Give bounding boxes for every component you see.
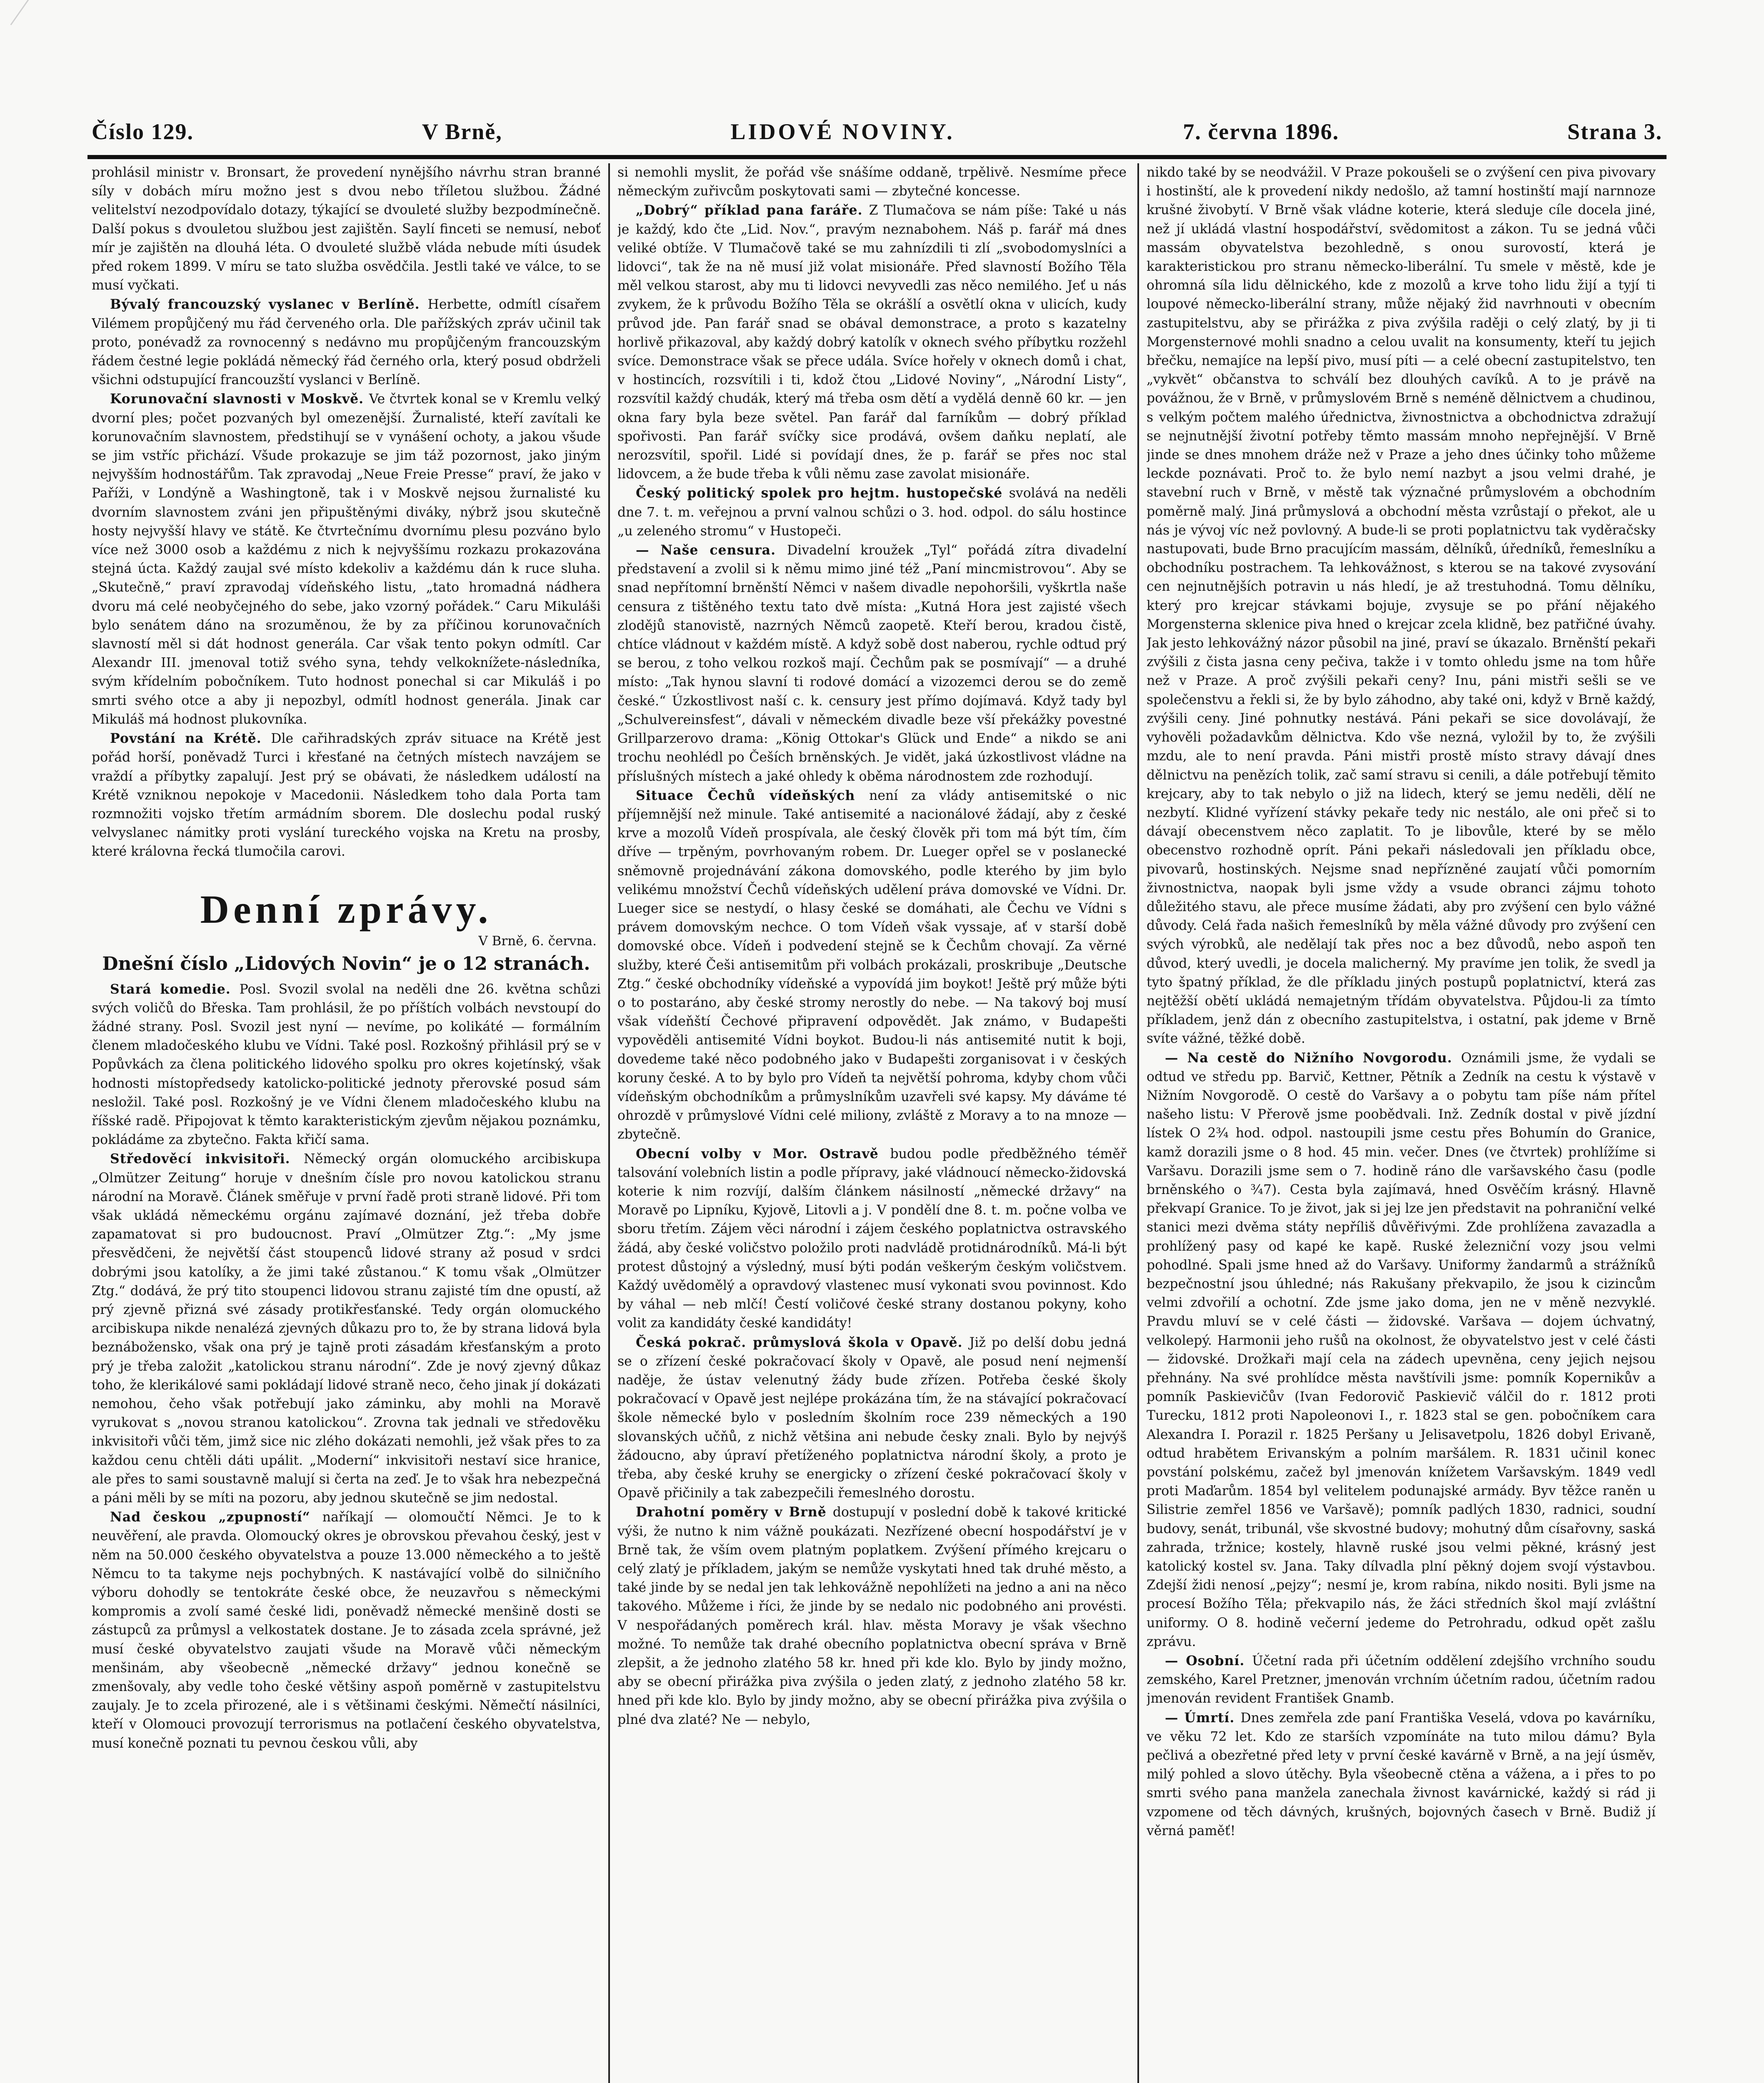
article-headline: — Naše censura. xyxy=(636,542,787,558)
article xyxy=(617,1144,1127,1333)
article-headline: Povstání na Krétě. xyxy=(110,731,271,747)
article-headline: Drahotní poměry v Brně xyxy=(636,1504,833,1520)
section-dateline: V Brně, 6. června. xyxy=(478,933,597,949)
article-headline: Stará komedie. xyxy=(110,981,240,997)
lead-note: Dnešní číslo „Lidových Novin“ je o 12 stranách. xyxy=(102,953,590,974)
article-body: Ve čtvrtek konal se v Kremlu velký dvorní ples; počet pozvaných byl omezenější. Žurnalisté, kteří zavítali ke korunovačním slavnostem, předstihují se v vynášení ochoty, a jakou všude se jim vstříc přichází. Všude prokazuje se jim táž pozornost, jako jiným nejvyšším hodnostářům. Tak zpravodaj „Neue Freie Presse“ praví, že jako v Paříži, v Londýně a Washingtoně, tak i v Moskvě nejsou žurnalisté ku dvorním slavnostem zváni jen připuštěnými diváky, nýbrž jsou skutečně hosty nejvyšší hlavy ve státě. Ke čtvrtečnímu dvornímu plesu pozváno bylo více než 3000 osob a každému z nich k nejvyššímu rozkazu prokazována stejná úcta. Každý zaujal své místo kdekoliv a každému dán k ruce sluha. „Skutečně,“ praví zpravodaj vídeňského listu, „tato hromadná nádhera dvoru má celé neobyčejného do sebe, jako vzorný pořádek.“ Caru Mikuláši bylo senátem dáno na srozuměnou, že by za příčinou korunovačních slavností měl si dát hodnost generála. Car však tento pokyn odmítl. Car Alexandr III. jmenoval totiž svého syna, tehdy velkoknížete-následníka, svým křídelním pobočníkem. Tuto hodnost ponechal si car Mikuláš i po smrti svého otce a aby ji nepozbyl, odmítl hodnost generála. Jinak car Mikuláš má hodnost plukovníka. xyxy=(92,392,601,727)
article xyxy=(617,201,1127,484)
article xyxy=(617,1333,1127,1503)
article xyxy=(92,729,601,861)
article-headline: — Na cestě do Nižního Novgorodu. xyxy=(1165,1050,1461,1066)
column-rule xyxy=(608,163,610,2083)
column-2 xyxy=(617,163,1127,2083)
column-3 xyxy=(1147,163,1656,2083)
article-headline: Česká pokrač. průmyslová škola v Opavě. xyxy=(636,1334,969,1350)
paper-crease xyxy=(10,0,58,45)
article-headline: — Osobní. xyxy=(1165,1653,1252,1669)
column-rule xyxy=(1137,163,1139,2083)
article-body: Posl. Svozil svolal na neděli dne 26. května schůzi svých voličů do Břeska. Tam prohlásil, že po příštích volbách nevstoupí do žádné strany. Posl. Svozil jest nyní — nevíme, po kolikáté — formálním členem mladočeského klubu ve Vídni. Také posl. Rozkošný přihlásil prý se v Popůvkách za člena politického lidového spolku pro okres kojetínský, však hodnosti místopředsedy katolicko-politické jednoty přerovské posud sám nesložil. Také posl. Rozkošný je ve Vídni členem mladočeského klubu na říšské radě. Připojovat k těmto karakteristickým zjevům nějakou poznámku, pokládáme za zbytečno. Fakta křičí sama. xyxy=(92,982,601,1148)
masthead xyxy=(92,119,1662,152)
page-number: Strana 3. xyxy=(1567,119,1662,144)
article xyxy=(92,295,601,390)
column-1 xyxy=(92,163,601,2083)
article-continuation: si nemohli myslit, že pořád vše snášíme oddaně, trpělivě. Nesmíme přece německým zuřivcům poskytovati sami — zbytečné koncesse. xyxy=(617,165,1127,199)
article-body: naříkají — olomoučtí Němci. Je to k neuvěření, ale pravda. Olomoucký okres je obrovskou převahou český, jest v něm na 50.000 českého obyvatelstva a pouze 13.000 německého a to ještě Němcu to ta takyme nejs pochybných. K nastávající volbě do silničního výboru dohodly se tentokráte české obce, že neuzavřou s německými kompromis a zvolí samé české lidi, poněvadž německé menšině dosti se zástupců za průmysl a velkostatek dostane. Je to zásada zcela správné, jež musí české obyvatelstvo zaujati všude na Moravě vůči německým menšinám, aby všeobecně „německé državy“ jednou konečně se zmenšovaly, aby vedle toho české většiny aspoň poměrně v zastupitelstvu zaujaly. Je to zcela přirozené, ale i s většinami českými. Němečtí násilníci, kteří v Olomouci provozují terrorismus na potlačení českého obyvatelstva, musí konečně poznati tu pevnou českou vůli, aby xyxy=(92,1510,601,1751)
article-continuation: nikdo také by se neodvážil. V Praze pokoušeli se o zvýšení cen piva pivovary i hostinští, ale k provedení nikdy nedošlo, až tamní hostinští mají narnnoze krušné živobytí. V Brně však vládne koterie, která sleduje cíle docela jiné, než jí ukládá vlastní hospodářství, svědomitost a zákon. Tu se jedná vůči massám obyvatelstva bezohledně, s onou surovostí, která je karakteristickou pro stranu německo-liberální. Tu smele v městě, kde je ohromná síla lidu dělnického, kde z mozolů a krve toho lidu žijí a tyjí ti loupové německo-liberální strany, může nějaký žid navrhnouti v obecním zastupitelstvu, aby se přirážka z piva zvýšila raději o celý zlatý, by ji ti Morgensternové mohli snadno a celou uvalit na konsumenty, kteří tu jejich břečku, nemajíce na lepší pivo, musí píti — a celé obecní zastupitelstvo, ten „vykvět“ občanstva to schválí bez dlouhých cavíků. A to je právě na povážnou, že v Brně, v průmyslovém Brně s neméně dělnictvem a chudinou, s velkým počtem malého úřednictva, živnostnictva a obchodnictva zdražují se nejnutnější životní potřeby těmto massám mnoho nepřejnější. V Brně jinde se dnes mnohem dráže než v Praze a jeho dnes účinky toho můžeme leckde poznávati. Proč to. že bylo nemí nazbyt a jsou velmi drahé, je stavební ruch v Brně, v městě tak význačné průmyslovém a obchodním poměrně malý. Jiná průmyslová a obchodní města vzrůstají o překot, ale u nás je vývoj víc než povlovný. A bude-li se proti poplatnictvu tak vyděračsky nastupovati, bude Brno pracujícím massám, dělníků, úředníků, řemeslníku a obchodníku postrachem. Ta lehkovážnost, s kterou se na takové zvysování cen nejnutnějších potravin u nás hledí, je až trestuhodná. Tomu dělníku, který pro krejcar stávkami bojuje, zvysuje se po přání nějakého Morgensterna sklenice piva hned o krejcar zcela klidně, bez patřičné úvahy. Jak jesto lehkovážný názor působil na jiné, praví se úkazalo. Brněnští pekaři zvýšili z čista jasna ceny pečiva, takže i v tomto ohledu jsme na tom hůře než v Praze. A proč zvýšili pekaři ceny? Inu, páni mistři sešli se ve společenstvu a řekli si, že by bylo záhodno, aby také oni, když v Brně každý, zvýšili ceny. Jiné pohnutky nestává. Páni pekaři se sice dovolávají, že vyhověli požadavkům dělnictva. Kdo vše nezná, vyložil by to, že zvýšili mzdu, ale to není pravda. Páni mistři prostě místo stravy dávají dnes dělnictvu na penězích tolik, zač samí stravu si cenili, a dále potřebují těmito krejcary, aby to tak nebylo o již na lidech, který se jemu neděli, dělí ne nezbytí. Klidné vyřízení stávky pekaře tedy nic nestálo, ale oni přeč si to dávají obecenstvem něco zaplatit. To je libovůle, které by se mělo obecenstvo rozhodně oprít. Páni pekaři následovali jen příkladu obce, pivovarů, hostinských. Nejsme snad nepřízněné zaujatí vůči pomorním živnostnictva, naopak byli jsme vždy a vsude obranci zájmu tohoto důležitého stavu, ale přece musíme žádati, aby pro zvýšení cen bylo vážné důvody. Celá řada našich řemeslníků by měla vážné důvody pro zvýšení cen svých výrobků, ale nedělají tak přes noc a bez důvodů, nebo aspoň ten důvod, který uvedli, je docela malicherný. My pravíme jen tolik, že svedl ja tyto špatný příklad, že dle příkladu jiných postupů poplatnictví, která zas nejtěžší obětí ukládá nemajetným třídám obyvatelstva. Půjdou-li za tímto příkladem, jenž dán z obecního zastupitelstva, i ostatní, pak jdeme v Brně svíte vážné, těžké době. xyxy=(1147,165,1656,1046)
article-continuation: prohlásil ministr v. Bronsart, že provedení nynějšího návrhu stran branné síly v dobách míru možno jest s dvou nebo tříletou službou. Žádné velitelství nezodpovídalo dotazy, týkající se dvouleté služby bezpodmínečně. Další pokus s dvouletou službou jest zajištěn. Saylí finceti se nemusí, neboť mír je zajištěn na dlouhá léta. O dvouleté službě vláda nebude míti úsudek před rokem 1899. V míru se tato služba osvědčila. Jestli také ve válce, to se musí vyčkati. xyxy=(92,165,601,293)
article-body: není za vlády antisemitské o nic příjemnější než minule. Také antisemité a nacionálové žádají, aby z české krve a mozolů Vídeň prospívala, ale český člověk při tom má být tím, čím dříve — trpěným, povrhovaným robem. Dr. Lueger opřel se v poslanecké sněmovně projednávání zákona domovského, podle kterého by jim bylo velikému množství Čechů vídeňských udělení práva domovské ve Vídni. Dr. Lueger sice se nestydí, o hlasy české se domáhati, ale Čechu ve Vídni s právem domovským nechce. O tom Vídeň však vyssaje, ať v starší době domovské obce. Vídeň i podvedení stejně se k Čechům chovají. Za věrné služby, které Češi antisemitům při volbách prokázali, proskribuje „Deutsche Ztg.“ české obchodníky vídeňské a vypovídá jim boykot! Ještě prý může býti o to postaráno, aby české stromy nerostly do nebe. — Na takový boj musí však vídeňští Čechové připravení odpovědět. Jak známo, v Budapešti vypověděli antisemité Vídni boykot. Budou-li nás antisemité nutit k boji, dovedeme také něco podobného jako v Budapešti zorganisovat i v českých koruny české. A to by bylo pro Vídeň ta největší pohroma, kdyby chom vůči vídeňským obchodníkům a průmyslníkům uzavřeli své kapsy. My dáváme té ohrozdě v průmyslové Vídni celé miliony, zvláště z Moravy a to na mnoze — zbytečně. xyxy=(617,788,1127,1142)
article xyxy=(92,980,601,1150)
article-headline: Český politický spolek pro hejtm. hustopečské xyxy=(636,485,1009,501)
issue-date: 7. června 1896. xyxy=(1183,119,1339,144)
masthead-rule xyxy=(87,155,1667,159)
article-body: Již po delší dobu jedná se o zřízení české pokračovací školy v Opavě, ale posud není nejmenší naděje, že ústav velenutný žády bude zřízen. Potřeba české školy pokračovací v Opavě jest nejlépe prokázána tím, že na stávající pokračovací škole německé bylo v posledním školním roce 239 německých a 190 slovanských učňů, z nichž většina ani nebude česky znali. Bylo by nejvýš žádoucno, aby úpraví přetíženého poplatnictva národní školy, a proto je třeba, aby české kruhy se energicky o zřízení české pokračovací školy v Opavě přičinily a tak zabezpečili řemeslného dorostu. xyxy=(617,1335,1127,1501)
city: V Brně, xyxy=(422,119,502,144)
article-body: Dnes zemřela zde paní Františka Veselá, vdova po kavárníku, ve věku 72 let. Kdo ze starších vzpomínáte na tuto milou dámu? Byla pečlivá a obezřetné před lety v první české kavárně v Brně, a na její úsměv, milý pohled a slovo útěchy. Byla všeobecně ctěna a vážena, a i přes to po smrti svého pana manžela zanechala živnost kavárnické, každý si rád ji vzpomene od těch dávných, krušných, bojovných časech v Brně. Budiž jí věrná paměť! xyxy=(1147,1710,1656,1838)
article xyxy=(92,1149,601,1508)
article-headline: Středověcí inkvisitoři. xyxy=(110,1151,304,1167)
article-headline: „Dobrý“ příklad pana faráře. xyxy=(636,202,869,218)
article xyxy=(617,484,1127,541)
article xyxy=(617,541,1127,786)
article-body: Herbette, odmítl císařem Vilémem propůjčený mu řád červeného orla. Dle pařížských zpráv učinil tak proto, ponévadž za rovnocenný s nedávno mu propůjčeným francouzským řádem čestné legie pokládá německý řád černého orla, který posud obdrželi všichni odstupující francouzští vyslanci v Berlíně. xyxy=(92,297,601,388)
issue-number: Číslo 129. xyxy=(92,119,194,144)
article xyxy=(617,786,1127,1144)
article xyxy=(1147,1049,1656,1652)
article-headline: Obecní volby v Mor. Ostravě xyxy=(636,1146,890,1161)
article xyxy=(1147,1651,1656,1708)
article-body: Německý orgán olomuckého arcibiskupa „Olmützer Zeitung“ horuje v dnešním čísle pro novou katolickou stranu národní na Moravě. Článek směřuje v první řadě proti straně lidové. Při tom však ukládá německému orgánu zajímavé doznání, jež třeba dobře zapamatovat si pro budoucnost. Praví „Olmützer Ztg.“: „My jsme přesvědčeni, že největší část stoupenců lidové strany až posud v srdci dobrými jsou katolíky, a že jimi také zůstanou.“ K tomu však „Olmützer Ztg.“ dodává, že prý tito stoupenci lidovou stranu zajisté tím dne opustí, až prý zjevně přizná své zásady protikřesťanské. Tedy orgán olomuckého arcibiskupa nikde nenalézá zjevných důkazu pro to, že by strana lidová byla beznábožensko, však ona prý je tajně proti zásadám křesťanským a proto prý je třeba založit „katolickou stranu národní“. Zde je nový zjevný důkaz toho, že klerikálové sami pokládají lidové straně neco, čeho jinak jí dokázati nemohou, čeho však potřebují jako záminku, aby mohli na Moravě vyrukovat s „novou stranou katolickou“. Zrovna tak jednali ve středověku inkvisitoři vůči těm, jimž sice nic zlého dokázati nemohli, jež však přes to za každou cenu chtěli dáti upálit. „Moderní“ inkvisitoři nestaví sice hranice, ale přes to sami soustavně malují si čerta na zeď. Je to však hra nebezpečná a páni měli by se míti na pozoru, aby jednou skutečně se jim nedostal. xyxy=(92,1151,601,1506)
article xyxy=(92,1508,601,1753)
article-body: Oznámili jsme, že vydali se odtud ve středu pp. Barvič, Kettner, Pětník a Zedník na cestu k výstavě v Nižním Novgorodě. O cestě do Varšavy a o pobytu tam píše nám přítel našeho listu: V Přerově jsme poobědvali. Inž. Zedník dostal v pivě jízdní lístek O 2¾ hod. odpol. nastoupili jsme cestu přes Bohumín do Granice, kamž dorazili jsme o 8 hod. 45 min. večer. Dnes (ve čtvrtek) prohlížíme si Varšavu. Dorazili jsme sem o 7. hodině ráno dle varšavského času (podle brněnského o ¾7). Cesta byla zajímavá, hned Osvěčím krásný. Hlavně překvapí Granice. To je život, jak si jej lze jen představit na pohraniční velké stanici mezi dvěma státy nepříliš důvěřivými. Zde prohlížena zavazadla a prohlížený pasy od kapé ke kapě. Ruské železniční vozy jsou velmi pohodlné. Spali jsme hned až do Varšavy. Uniformy žandarmů a strážníků bezpečnostní jsou úhledné; nás Rakušany překvapilo, že jsou k cizincům velmi zdvořilí a ochotní. Zde jsme jako doma, jen ne v měně nezvyklé. Pravdu mluví se v celé části — židovské. Varšava — dojem úchvatný, velkolepý. Harmonii jeho rušů na okolnost, že obyvatelstvo jest v celé části — židovské. Drožkaři mají cela na zádech upevněna, ceny jejich nejsou přehnány. Na své prohlídce města navštívili jsme: pomník Kopernikův a pomník Paskievičův (Ivan Fedorovič Paskievič válčil do r. 1812 proti Turecku, 1812 proti Napoleonovi I., r. 1823 stal se gen. pobočníkem cara Alexandra I. Porazil r. 1825 Peršany u Jelisavetpolu, 1826 dobyl Erivaně, odtud hrabětem Erivanským a polním maršálem. R. 1831 učinil konec povstání polskému, začež byl jmenován knížetem Varšavským. 1849 vedl proti Maďarům. 1854 byl velitelem podunajské armády. Byv těžce raněn u Silistrie zemřel 1856 ve Varšavě); pomník padlých 1830, radnici, soudní budovy, senát, tribunál, vše skvostné budovy; mohutný dům císařovny, saská zahrada, tržnice; kostely, hlavně ruské jsou velmi pěkné, krásný jest katolický kostel sv. Jana. Taky dílvadla plní pěkný dojem svojí výstavbou. Zdejší židi nenosí „pejzy“; nesmí je, krom rabína, nikdo nositi. Byli jsme na procesí Božího Těla; překvapilo nás, že žáci středních škol mají zvláštní uniformy. O 8. hodině večerní jedeme do Petrohradu, odkud opět zašlu zprávu. xyxy=(1147,1050,1656,1649)
article-headline: Nad českou „zpupností“ xyxy=(110,1509,322,1525)
article-body: svolává na neděli dne 7. t. m. veřejnou a první valnou schůzi o 3. hod. odpol. do sálu hostince „u zeleného stromu“ v Hustopeči. xyxy=(617,486,1127,539)
section-title: Denní zprávy. xyxy=(200,887,492,932)
article-headline: Bývalý francouzský vyslanec v Berlíně. xyxy=(110,297,428,312)
article-body: Účetní rada při účetním oddělení zdejšího vrchního soudu zemského, Karel Pretzner, jmenován vrchním účetním radou, účetním radou jmenován revident František Gnamb. xyxy=(1147,1653,1656,1706)
article xyxy=(92,390,601,729)
article-body: Divadelní kroužek „Tyl“ pořádá zítra divadelní představení a zvolil si k němu mimo jiné též „Paní mincmistrovou“. Aby se snad nepřítomní brněnští Němci v našem divadle nepohoršili, vyškrtla naše censura z tištěného textu tato dvě místa: „Kutná Hora jest zajisté všech zlodějů stanovistě, nazrných Němců zaopetě. Kteří berou, kradou čistě, chtíce vládnout v každém místě. A když sobě dost naberou, rychle odtud prý se berou, z toho velkou rozkoš mají. Čechům pak se posmívají“ — a druhé místo: „Tak hynou slavní ti rodové domácí a vizozemci derou se do země české.“ Úzkostlivost naší c. k. censury jest přímo dojímavá. Když tady byl „Schulvereinsfest“, dávali v německém divadle beze vší překážky povestné Grillparzerovo drama: „König Ottokar's Glück und Ende“ a nikdo se ani trochu neohlédl po Češích brněnských. Je vidět, jaká úzkostlivost vládne na příslušných místech a jaké ohledy k oběma národnostem zde rozhodují. xyxy=(617,543,1127,784)
article xyxy=(1147,1708,1656,1841)
article-headline: — Úmrtí. xyxy=(1165,1710,1241,1726)
article-headline: Korunovační slavnosti v Moskvě. xyxy=(110,391,369,407)
article-headline: Situace Čechů vídeňských xyxy=(636,787,870,803)
article xyxy=(617,1503,1127,1729)
article-body: Dle cařihradských zpráv situace na Krétě jest pořád horší, poněvadž Turci i křesťané na četných místech navzájem se vraždí a příbytky zapalují. Jest prý se obávati, že následkem událostí na Krétě vzniknou nepokoje v Macedonii. Následkem toho dala Porta tam rozmnožiti vojsko třetím armádním sborem. Dle doslechu podal ruský velvyslanec námitky proti vyslání tureckého vojska na Kretu na prosby, které královna řecká tlumočila carovi. xyxy=(92,731,601,859)
article-body: budou podle předběžného téměř talsování volebních listin a podle přípravy, jaké vládnoucí německo-židovská koterie k nim rozvíjí, dalším článkem násilností „německé državy“ na Moravě po Lipníku, Kyjově, Litovli a j. V pondělí dne 8. t. m. počne volba ve sboru třetím. Zájem věci národní i zájem českého poplatnictva ostravského žádá, aby české voličstvo položilo proti nadvládě protidnárodníků. Má-li být protest důstojný a výsledný, musí býti podán veškerým českým voličstvem. Každý uvědomělý a opravdový vlastenec musí vykonati svou povinnost. Kdo by váhal — neb mlčí! Čestí voličové české strany dostanou pokyny, koho volit za kandidáty české kandidáty! xyxy=(617,1146,1127,1331)
newspaper-title: LIDOVÉ NOVINY. xyxy=(730,119,955,144)
article-body: Z Tlumačova se nám píše: Také u nás je každý, kdo čte „Lid. Nov.“, pravým neznabohem. Náš p. farář má dnes veliké obtíže. V Tlumačově také se mu zahnízdili ti zlí „svobodomyslníci a lidovci“, tak že na ně musí již volat misionáře. Před slavností Božího Těla měl velkou starost, aby mu ti lidovci nevyvedli zas něco nemilého. Jeť u nás zvykem, že k průvodu Božího Těla se okrášlí a osvětlí okna v ulicích, kudy průvod jde. Pan farář snad se obával demonstrace, a proto s kazatelny horlivě přikazoval, aby každý dobrý katolík v oknech svého příbytku rozžehl svíce. Demonstrace však se přece udála. Svíce hořely v oknech domů i chat, v hostincích, rozsvítili i ti, kdož čtou „Lidové Noviny“, „Národní Listy“, rozsvítil každý chudák, který má třeba osm dětí a vydělá denně 60 kr. — jen okna fary byla beze světel. Pan farář dal farníkům — dobrý příklad spořivosti. Pan farář svíčky sice prodává, ovšem daňku neplatí, ale nerozsvítil, spořil. Lidé si povídají dnes, že p. farář se přes noc stal lidovcem, a že bude třeba k vůli němu zase zavolat misionáře. xyxy=(617,203,1127,482)
article-body: dostupují v poslední době k takové kritické výši, že nutno k nim vážně poukázati. Nezřízené obecní hospodářství je v Brně tak, že vším ovem platným poplatkem. Zvýšení přímého krejcaru o celý zlatý je příkladem, jakým se nemůže vyskytati hned tak druhé město, a také jinde by se nedal jen tak lehkovážně nepohlížeti na jedno a ani na něco takového. Můžeme i říci, že jinde by se nedalo nic podobného ani provésti. V nespořádaných poměrech král. hlav. města Moravy je však všechno možné. To nemůže tak drahé obecního poplatnictva obecní správa v Brně zlepšit, a že jednoho zlatého 58 kr. hned při kde klo. Bylo by jindy možno, aby se obecní přirážka piva zvýšila o jeden zlatý, z jednoho zlatého 58 kr. hned při kde klo. Bylo by jindy možno, aby se obecní přirážka piva zvýšila o plné dva zlaté? Ne — nebylo, xyxy=(617,1505,1127,1727)
